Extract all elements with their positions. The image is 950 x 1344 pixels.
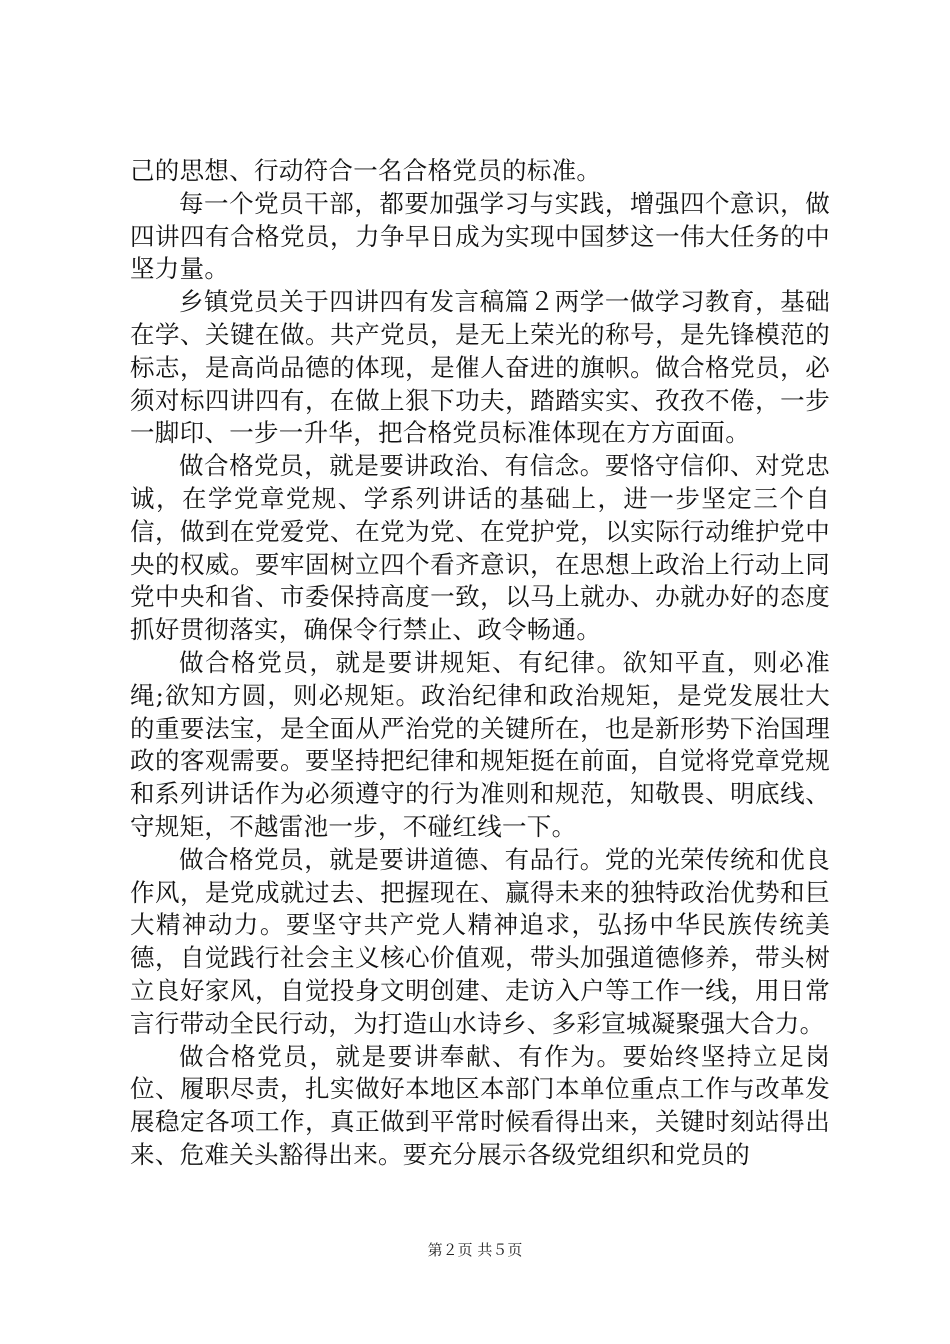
page-number-footer: 第２页 共５页 <box>427 1241 523 1259</box>
paragraph-continuation: 己的思想、行动符合一名合格党员的标准。 <box>130 156 602 185</box>
paragraph-study-practice: 每一个党员干部，都要加强学习与实践，增强四个意识，做四讲四有合格党员，力争早日成为实现中国梦这一伟大任务的中坚力量。 <box>130 188 830 284</box>
paragraph-dedication-action: 做合格党员，就是要讲奉献、有作为。要始终坚持立足岗位、履职尽责，扎实做好本地区本部门本单位重点工作与改革发展稳定各项工作，真正做到平常时候看得出来，关键时刻站得出来、危难关头豁得出来。要充分展示各级党组织和党员的 <box>130 1041 830 1169</box>
paragraph-politics-belief: 做合格党员，就是要讲政治、有信念。要恪守信仰、对党忠诚，在学党章党规、学系列讲话的基础上，进一步坚定三个自信，做到在党爱党、在党为党、在党护党，以实际行动维护党中央的权威。要牢固树立四个看齐意识，在思想上政治上行动上同党中央和省、市委保持高度一致，以马上就办、办就办好的态度抓好贯彻落实，确保令行禁止、政令畅通。 <box>130 451 830 645</box>
paragraph-speech-intro: 乡镇党员关于四讲四有发言稿篇２两学一做学习教育，基础在学、关键在做。共产党员，是无上荣光的称号，是先锋模范的标志，是高尚品德的体现，是催人奋进的旗帜。做合格党员，必须对标四讲四有，在做上狠下功夫，踏踏实实、孜孜不倦，一步一脚印、一步一升华，把合格党员标准体现在方方面面。 <box>130 287 830 448</box>
document-body <box>130 155 830 1172</box>
paragraph-rules-discipline: 做合格党员，就是要讲规矩、有纪律。欲知平直，则必准绳;欲知方圆，则必规矩。政治纪律和政治规矩，是党发展壮大的重要法宝，是全面从严治党的关键所在，也是新形势下治国理政的客观需要。要坚持把纪律和规矩挺在前面，自觉将党章党规和系列讲话作为必须遵守的行为准则和规范，知敬畏、明底线、守规矩，不越雷池一步，不碰红线一下。 <box>130 647 830 841</box>
paragraph-morality-conduct: 做合格党员，就是要讲道德、有品行。党的光荣传统和优良作风，是党成就过去、把握现在、赢得未来的独特政治优势和巨大精神动力。要坚守共产党人精神追求，弘扬中华民族传统美德，自觉践行社会主义核心价值观，带头加强道德修养，带头树立良好家风，自觉投身文明创建、走访入户等工作一线，用日常言行带动全民行动，为打造山水诗乡、多彩宣城凝聚强大合力。 <box>130 844 830 1038</box>
